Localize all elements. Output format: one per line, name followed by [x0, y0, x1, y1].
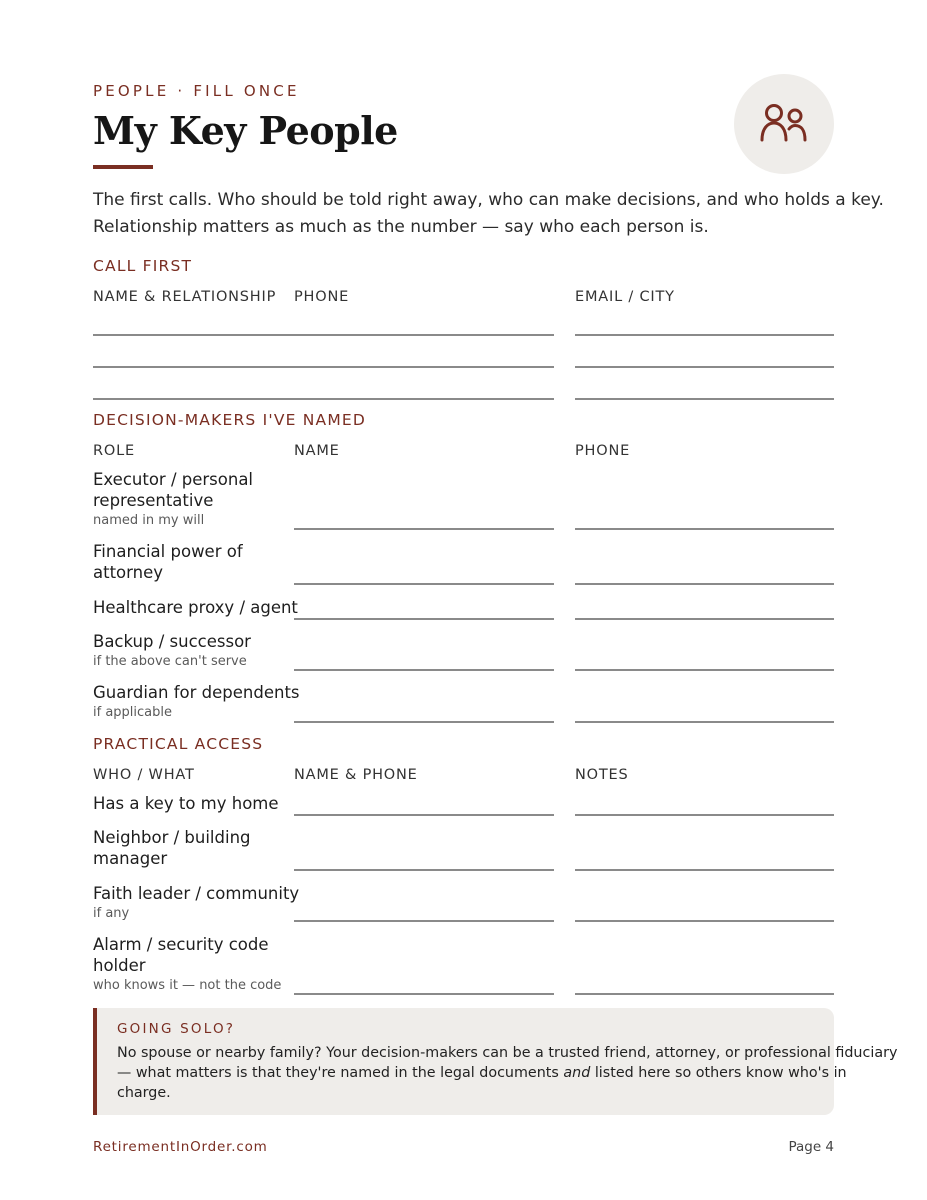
call-first-heading: CALL FIRST — [93, 257, 193, 275]
call-first-entry-line-2[interactable] — [93, 366, 554, 368]
section-eyebrow: PEOPLE · FILL ONCE — [93, 82, 300, 100]
col-role: ROLE — [93, 443, 135, 459]
access-label: Faith leader / community — [93, 884, 300, 903]
callout-line: No spouse or nearby family? Your decision-makers can be a trusted friend, attorney, or professional fiduciary — [117, 1045, 898, 1061]
callout-line: charge. — [117, 1085, 171, 1101]
key-holder-name-line[interactable] — [294, 814, 554, 816]
call-first-entry-line-1[interactable] — [93, 334, 554, 336]
role-backup-successor — [93, 631, 288, 671]
col-name-relationship: NAME & RELATIONSHIP — [93, 289, 277, 305]
access-label: Neighbor / building manager — [93, 828, 251, 868]
access-key-holder — [93, 793, 293, 814]
role-note: if the above can't serve — [93, 654, 247, 669]
col-email-city: EMAIL / CITY — [575, 289, 675, 305]
going-solo-callout — [93, 1008, 898, 1115]
financial-poa-phone-line[interactable] — [575, 583, 834, 585]
callout-line — [117, 1063, 847, 1083]
col-name: NAME — [294, 443, 340, 459]
financial-poa-name-line[interactable] — [294, 583, 554, 585]
footer-page-number: Page 4 — [788, 1139, 834, 1155]
intro-line: The first calls. Who should be told right away, who can make decisions, and who holds a key. — [93, 190, 884, 210]
call-first-entry-line-3[interactable] — [93, 398, 554, 400]
executor-phone-line[interactable] — [575, 528, 834, 530]
col-notes: NOTES — [575, 767, 629, 783]
faith-leader-name-line[interactable] — [294, 920, 554, 922]
access-label: Has a key to my home — [93, 794, 279, 813]
page-title: My Key People — [93, 108, 398, 153]
neighbor-notes-line[interactable] — [575, 869, 834, 871]
footer-site: RetirementInOrder.com — [93, 1139, 268, 1155]
healthcare-proxy-phone-line[interactable] — [575, 618, 834, 620]
role-label: Executor / personal representative — [93, 470, 254, 510]
backup-phone-line[interactable] — [575, 669, 834, 671]
access-label: Alarm / security code holder — [93, 935, 269, 975]
callout-text: listed here so others know who's in — [590, 1065, 847, 1081]
role-note: if applicable — [93, 705, 172, 720]
key-holder-notes-line[interactable] — [575, 814, 834, 816]
callout-body — [117, 1043, 898, 1103]
access-faith-leader — [93, 883, 300, 923]
callout-text: — what matters is that they're named in the legal documents — [117, 1065, 564, 1081]
role-executor — [93, 469, 288, 530]
access-note: who knows it — not the code — [93, 978, 282, 993]
col-phone: PHONE — [575, 443, 631, 459]
call-first-email-line-3[interactable] — [575, 398, 834, 400]
role-financial-poa — [93, 541, 288, 583]
access-neighbor — [93, 827, 273, 869]
role-guardian — [93, 682, 300, 722]
practical-access-heading: PRACTICAL ACCESS — [93, 735, 264, 753]
col-phone: PHONE — [294, 289, 350, 305]
role-label: Healthcare proxy / agent — [93, 598, 298, 617]
role-healthcare-proxy — [93, 597, 298, 618]
guardian-phone-line[interactable] — [575, 721, 834, 723]
people-icon-badge — [734, 74, 834, 174]
alarm-holder-notes-line[interactable] — [575, 993, 834, 995]
role-label: Backup / successor — [93, 632, 251, 651]
callout-title: GOING SOLO? — [117, 1021, 236, 1037]
access-note: if any — [93, 906, 130, 921]
title-underline — [93, 165, 153, 169]
role-note: named in my will — [93, 513, 205, 528]
faith-leader-notes-line[interactable] — [575, 920, 834, 922]
intro-text — [93, 187, 884, 241]
guardian-name-line[interactable] — [294, 721, 554, 723]
backup-name-line[interactable] — [294, 669, 554, 671]
neighbor-name-line[interactable] — [294, 869, 554, 871]
role-label: Financial power of attorney — [93, 542, 243, 582]
executor-name-line[interactable] — [294, 528, 554, 530]
role-label: Guardian for dependents — [93, 683, 300, 702]
callout-emphasis: and — [563, 1065, 591, 1081]
people-icon — [760, 102, 808, 146]
healthcare-proxy-name-line[interactable] — [294, 618, 554, 620]
col-who-what: WHO / WHAT — [93, 767, 195, 783]
call-first-email-line-2[interactable] — [575, 366, 834, 368]
access-alarm-holder — [93, 934, 282, 995]
intro-line: Relationship matters as much as the number — say who each person is. — [93, 217, 709, 237]
decision-makers-heading: DECISION-MAKERS I'VE NAMED — [93, 411, 367, 429]
col-name-phone: NAME & PHONE — [294, 767, 418, 783]
alarm-holder-name-line[interactable] — [294, 993, 554, 995]
call-first-email-line-1[interactable] — [575, 334, 834, 336]
